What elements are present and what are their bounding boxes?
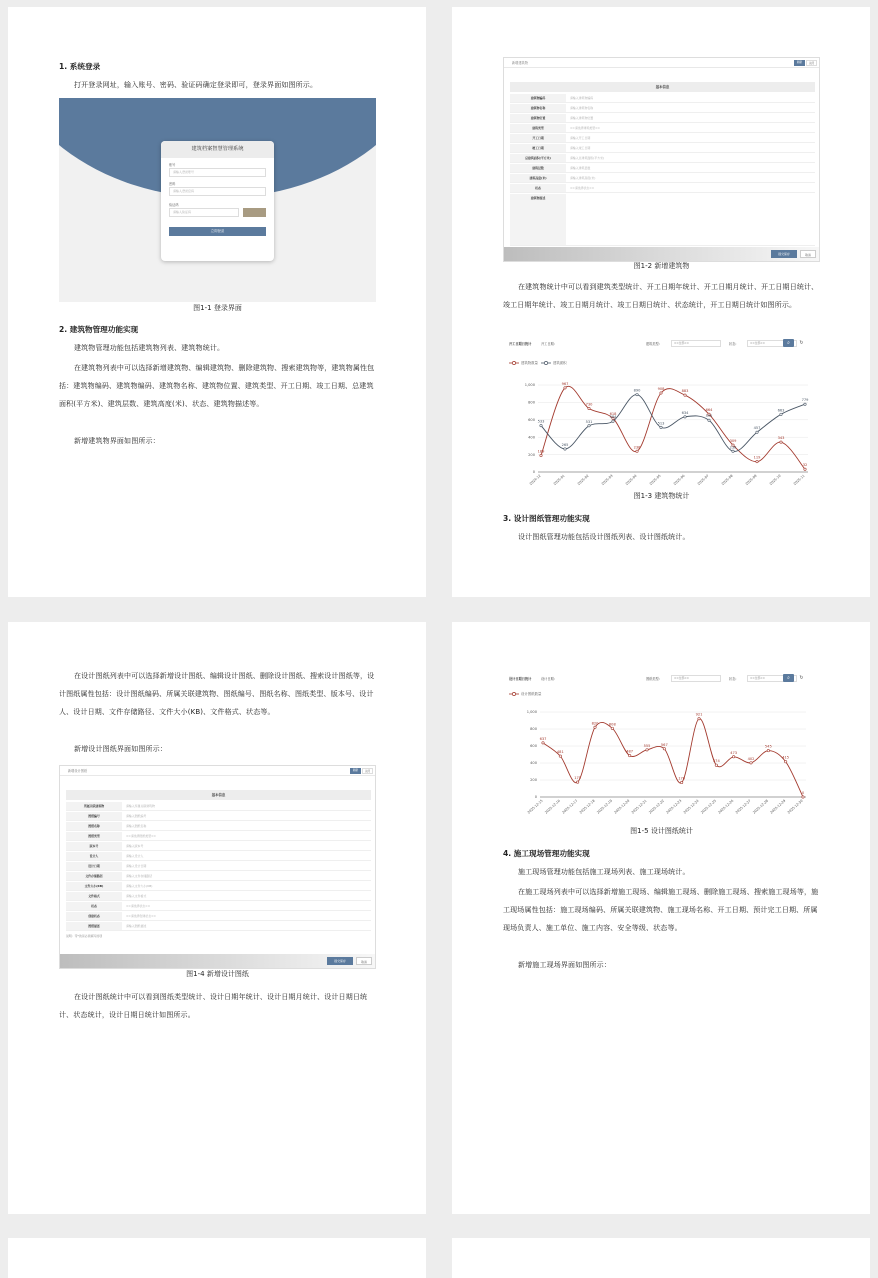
data-label: 883 [681, 389, 689, 394]
figure-caption: 图1-4 新增设计图纸 [186, 970, 249, 978]
x-tick-label: 2025-02 [576, 473, 590, 486]
data-point [542, 742, 544, 744]
data-point [756, 460, 758, 462]
legend-marker [512, 361, 515, 364]
x-tick-label: 2025-01 [552, 473, 566, 486]
form-field-input[interactable]: 请输入所属关联建筑物 [126, 804, 155, 808]
figure-caption: 图1-3 建筑物统计 [633, 492, 690, 500]
y-tick-label: 1,000 [526, 710, 537, 715]
data-label: 238 [633, 445, 641, 450]
form-row [66, 872, 371, 881]
form-field-input[interactable]: 请输入图纸描述 [126, 924, 147, 928]
data-label: 170 [678, 776, 686, 781]
form-field-label: 创建状态 [66, 912, 122, 920]
x-tick-label: 2025-09 [744, 473, 758, 486]
data-label: 779 [801, 398, 809, 403]
data-label: 664 [705, 408, 713, 413]
data-label: 618 [609, 412, 617, 417]
data-point [660, 392, 662, 394]
form-field-input[interactable]: 请输入建筑层数 [570, 166, 591, 170]
form-field-label: 建筑物位置 [510, 114, 566, 122]
data-label: 513 [657, 421, 665, 426]
data-point [559, 755, 561, 757]
account-label: 账号 [169, 163, 176, 167]
data-label: 32 [802, 463, 808, 468]
paragraph: 新增建筑物界面如图所示： [74, 437, 160, 445]
form-field-input[interactable]: 请输入设计人 [126, 854, 144, 858]
refresh-icon[interactable]: ↻ [799, 340, 804, 346]
data-point [780, 441, 782, 443]
type-select[interactable]: ==全部== [671, 675, 721, 682]
form-field-input[interactable]: 请输入版本号 [126, 844, 144, 848]
form-field-label: 状态 [510, 184, 566, 192]
form-field-label: 竣工日期 [510, 144, 566, 152]
form-row [66, 892, 371, 901]
form-field-input[interactable]: 请输入图纸名称 [126, 824, 147, 828]
x-tick-label: 2025-04 [624, 473, 638, 486]
data-point [564, 448, 566, 450]
captcha-label: 验证码 [169, 203, 179, 207]
form-field-label: 开工日期 [510, 134, 566, 142]
x-tick-label: 2025-12-25 [700, 798, 718, 815]
series-line [541, 395, 805, 452]
form-field-input[interactable]: 请输入建筑物名称 [570, 106, 594, 110]
paragraph: 建筑物管理功能包括建筑物列表、建筑物统计。 [74, 344, 225, 352]
data-label: 555 [643, 743, 651, 748]
form-footer [60, 954, 375, 968]
data-point [698, 718, 700, 720]
data-label: 820 [591, 721, 599, 726]
data-point [750, 762, 752, 764]
data-label: 908 [657, 387, 665, 392]
form-field-label: 建筑层数 [510, 164, 566, 172]
x-tick-label: 2025-12-19 [596, 798, 614, 815]
form-field-label: 文件存储路径 [66, 872, 122, 880]
close-button[interactable]: 关闭 [806, 60, 817, 66]
x-tick-label: 2025-12-22 [648, 798, 666, 815]
type-select[interactable]: ==全部== [671, 340, 721, 347]
data-point [780, 413, 782, 415]
form-field-label: 设计日期 [66, 862, 122, 870]
legend-label: 设计图纸数量 [521, 692, 542, 697]
x-tick-label: 2025-12-21 [630, 798, 648, 815]
x-tick-label: 2025-07 [696, 473, 710, 486]
form-field-label: 建筑物描述 [510, 194, 566, 245]
data-point [802, 796, 804, 798]
data-label: 402 [747, 756, 755, 761]
data-label: 175 [574, 776, 582, 781]
document-page-1 [8, 7, 426, 597]
form-row [66, 832, 371, 841]
data-point [680, 781, 682, 783]
form-row [510, 184, 815, 193]
x-tick-label: 2025-12-23 [665, 798, 683, 815]
paragraph: 设计图纸管理功能包括设计图纸列表、设计图纸统计。 [518, 533, 690, 541]
data-point [767, 749, 769, 751]
x-tick-label: 2025-08 [720, 473, 734, 486]
x-tick-label: 2025-12-20 [613, 798, 631, 815]
data-point [564, 387, 566, 389]
y-tick-label: 600 [530, 744, 537, 749]
y-tick-label: 400 [528, 435, 535, 440]
form-row [510, 154, 815, 163]
submit-button[interactable]: 提交保存 [327, 957, 353, 965]
refresh-button[interactable]: 刷新 [350, 768, 361, 774]
chart-title: 设计日期日统计 [509, 677, 532, 681]
form-field-label: 图纸描述 [66, 922, 122, 930]
y-tick-label: 200 [528, 452, 535, 457]
form-field-input[interactable]: ==请选择状态== [126, 904, 151, 908]
close-button[interactable]: 关闭 [362, 768, 373, 774]
form-field-input[interactable]: 请输入建筑物编码 [570, 96, 594, 100]
x-tick-label: 2025-10 [768, 473, 782, 486]
form-field-label: 图纸名称 [66, 822, 122, 830]
cancel-button[interactable]: 取消 [800, 250, 816, 258]
data-label: 415 [782, 755, 790, 760]
x-tick-label: 2024-12 [528, 473, 542, 486]
figure-caption: 图1-1 登录界面 [193, 304, 242, 312]
y-tick-label: 0 [532, 470, 535, 475]
legend-label: 建筑物数量 [521, 361, 538, 366]
chart-title: 开工日期日统计 [509, 342, 532, 346]
figure-caption: 图1-2 新增建筑物 [633, 262, 690, 270]
form-note: 说明：带*的是必须填写的项 [66, 934, 103, 938]
heading-drawing-management: 3. 设计图纸管理功能实现 [503, 514, 590, 523]
form-field-label: 文件大小(KB) [66, 882, 122, 890]
data-label: 473 [730, 750, 738, 755]
form-footer [504, 247, 819, 261]
data-label: 238 [729, 445, 737, 450]
form-row [510, 124, 815, 133]
data-point [540, 424, 542, 426]
form-field-label: 建筑物名称 [510, 104, 566, 112]
document-page-4 [452, 622, 870, 1214]
paragraph: 在施工现场列表中可以选择新增施工现场、编辑施工现场、删除施工现场、搜索施工现场等，施工现场属性包括：施工现场编码、所属关联建筑物、施工现场名称、开工日期、预计完工日期、所属现场负责人、施工单位、施工内容、安全等级、状态等。 [503, 888, 819, 932]
data-label: 567 [660, 742, 668, 747]
form-row [510, 114, 815, 123]
data-point [588, 425, 590, 427]
form-row [66, 822, 371, 831]
x-tick-label: 2025-12-16 [544, 798, 562, 815]
x-tick-label: 2025-12-27 [734, 798, 752, 815]
form-field-input[interactable]: 请输入总建筑面积(平方米) [570, 156, 605, 160]
x-tick-label: 2025-11 [792, 473, 806, 486]
y-tick-label: 0 [534, 795, 537, 800]
form-field-input[interactable]: 请输入文件存储路径 [126, 874, 153, 878]
form-field-input[interactable]: 请输入文件大小(KB) [126, 884, 153, 888]
form-tab-title: 新增设计图纸 [68, 769, 88, 773]
form-field-input[interactable]: 请输入设计日期 [126, 864, 147, 868]
form-tab-bar [60, 766, 375, 776]
line-chart-svg [503, 672, 821, 827]
data-point [756, 431, 758, 433]
form-row [510, 164, 815, 173]
data-label: 374 [712, 759, 720, 764]
paragraph: 新增设计图纸界面如图所示： [74, 745, 167, 753]
data-point [628, 754, 630, 756]
data-point [732, 450, 734, 452]
x-tick-label: 2025-12-26 [717, 798, 735, 815]
password-label: 密码 [169, 182, 176, 186]
form-tab-title: 新增建筑物 [512, 61, 528, 65]
data-label: 487 [626, 749, 634, 754]
form-field-label: 文件格式 [66, 892, 122, 900]
data-point [804, 403, 806, 405]
form-section-title: 基本信息 [66, 790, 371, 800]
data-point [612, 420, 614, 422]
form-field-input[interactable]: 请输入图纸编号 [126, 814, 147, 818]
heading-site-management: 4. 施工现场管理功能实现 [503, 849, 590, 858]
legend-marker [544, 361, 547, 364]
form-field-label: 建筑类型 [510, 124, 566, 132]
heading-building-management: 2. 建筑物管理功能实现 [59, 325, 139, 334]
form-row [510, 174, 815, 183]
form-row [66, 912, 371, 921]
data-label: 343 [777, 436, 785, 441]
paragraph: 在建筑物列表中可以选择新增建筑物、编辑建筑物、删除建筑物、搜索建筑物等，建筑物属性包括：建筑物编码、建筑物编码、建筑物名称、建筑物位置、建筑类型、开工日期、竣工日期、总建筑面积(平方米)、建筑层数、建筑高度(米)、状态、建筑物描述等。 [59, 364, 375, 408]
document-page-3 [8, 622, 426, 1214]
data-point [646, 749, 648, 751]
x-tick-label: 2025-12-17 [561, 798, 579, 815]
x-tick-label: 2025-12-24 [682, 798, 700, 815]
y-tick-label: 800 [530, 727, 537, 732]
form-tab-bar [504, 58, 819, 68]
form-row [66, 802, 371, 811]
form-field-label: 建筑高度(米) [510, 174, 566, 182]
legend-label: 建筑面积 [553, 361, 567, 366]
login-card [161, 141, 274, 261]
status-select[interactable]: ==全部== [747, 340, 797, 347]
y-tick-label: 1,000 [524, 383, 535, 388]
form-field-label: 状态 [66, 902, 122, 910]
form-field-input[interactable]: 请输入开工日期 [570, 136, 591, 140]
form-row [66, 902, 371, 911]
captcha-input[interactable]: 请输入验证码 [169, 208, 239, 217]
data-point [660, 426, 662, 428]
form-field-input[interactable]: 请输入竣工日期 [570, 146, 591, 150]
form-field-label: 图纸类型 [66, 832, 122, 840]
refresh-button[interactable]: 刷新 [794, 60, 805, 66]
form-row [510, 94, 815, 103]
data-point [663, 748, 665, 750]
data-point [684, 416, 686, 418]
form-field-input[interactable]: ==请选择状态== [570, 186, 595, 190]
paragraph: 新增施工现场界面如图所示： [518, 961, 611, 969]
form-section-title: 基本信息 [510, 82, 815, 92]
form-row [66, 842, 371, 851]
data-label: 808 [608, 722, 616, 727]
document-page-2 [452, 7, 870, 597]
x-tick-label: 2025-12-15 [526, 798, 544, 815]
data-label: 634 [681, 410, 689, 415]
form-field-input[interactable]: 请输入建筑物位置 [570, 116, 594, 120]
line-chart-svg [503, 337, 821, 497]
password-input[interactable]: 请输入登录密码 [169, 187, 266, 196]
paragraph: 打开登录网址，输入账号、密码、验证码确定登录即可，登录界面如图所示。 [74, 81, 318, 89]
drawing-stats-chart [503, 672, 821, 827]
data-label: 309 [729, 439, 737, 444]
filter-label: 设计日期: [541, 677, 555, 681]
search-icon[interactable]: ⌕ [783, 674, 794, 682]
paragraph: 施工现场管理功能包括施工现场列表、施工现场统计。 [518, 868, 690, 876]
data-label: 265 [561, 442, 569, 447]
refresh-icon[interactable]: ↻ [799, 675, 804, 681]
form-field-label: 总建筑面积(平方米) [510, 154, 566, 162]
form-field-label: 设计人 [66, 852, 122, 860]
data-point [715, 764, 717, 766]
login-title: 建筑档案智慧管理系统 [161, 141, 274, 158]
form-row [66, 922, 371, 931]
data-label: 481 [556, 750, 564, 755]
add-building-form-screenshot [503, 57, 820, 262]
y-tick-label: 600 [528, 418, 535, 422]
series-line [543, 719, 803, 797]
data-label: 531 [585, 419, 593, 424]
form-row [66, 812, 371, 821]
data-label: 637 [539, 736, 547, 741]
form-field-label: 图纸编号 [66, 812, 122, 820]
document-page-5 [8, 1238, 426, 1278]
filter-label: 图纸类型: [646, 677, 660, 681]
search-icon[interactable]: ⌕ [783, 339, 794, 347]
y-tick-label: 200 [530, 778, 537, 783]
data-label: 730 [585, 402, 593, 407]
form-field-input[interactable]: 请输入文件格式 [126, 894, 147, 898]
document-page-6 [452, 1238, 870, 1278]
cancel-button[interactable]: 取消 [356, 957, 372, 965]
data-label: 890 [633, 388, 641, 393]
data-label: 584 [609, 415, 617, 420]
x-tick-label: 2025-12-18 [578, 798, 596, 815]
x-tick-label: 2025-03 [600, 473, 614, 486]
filter-label: 状态: [729, 342, 737, 346]
account-input[interactable]: 请输入登录账号 [169, 168, 266, 177]
form-row [66, 852, 371, 861]
figure-caption: 图1-5 设计图纸统计 [630, 827, 693, 835]
form-row [510, 134, 815, 143]
y-tick-label: 400 [530, 761, 537, 766]
x-tick-label: 2025-12-28 [752, 798, 770, 815]
data-label: 119 [753, 455, 761, 460]
paragraph: 在建筑物统计中可以看到建筑类型统计、开工日期年统计、开工日期月统计、开工日期日统计、竣工日期年统计、竣工日期月统计、竣工日期日统计、状态统计，开工日期日统计如图所示。 [503, 283, 819, 309]
data-label: 0 [801, 791, 805, 795]
data-label: 189 [537, 449, 545, 454]
data-label: 533 [537, 419, 545, 424]
heading-system-login: 1. 系统登录 [59, 62, 101, 71]
login-button[interactable]: 立即登录 [169, 227, 266, 236]
form-field-label: 建筑物编码 [510, 94, 566, 102]
data-label: 967 [561, 381, 569, 386]
form-field-label: 版本号 [66, 842, 122, 850]
status-select[interactable]: ==全部== [747, 675, 797, 682]
form-field-input[interactable]: 请输入建筑高度(米) [570, 176, 596, 180]
paragraph: 在设计图纸统计中可以看到图纸类型统计、设计日期年统计、设计日期月统计、设计日期日统计、状态统计，设计日期日统计如图所示。 [59, 993, 368, 1019]
form-row [66, 882, 371, 891]
legend-marker [512, 692, 515, 695]
submit-button[interactable]: 提交保存 [771, 250, 797, 258]
x-tick-label: 2025-06 [672, 473, 686, 486]
data-label: 545 [764, 744, 772, 749]
form-field-input[interactable]: ==请选择建筑类型== [570, 126, 600, 130]
data-point [594, 726, 596, 728]
form-row [66, 862, 371, 871]
data-point [636, 450, 638, 452]
x-tick-label: 2025-05 [648, 473, 662, 486]
x-tick-label: 2025-12-30 [786, 798, 804, 815]
data-point [684, 394, 686, 396]
form-row [510, 144, 815, 153]
data-point [784, 761, 786, 763]
captcha-image[interactable] [243, 208, 266, 217]
data-point [708, 419, 710, 421]
filter-label: 建筑类型: [646, 342, 660, 346]
data-point [732, 756, 734, 758]
add-drawing-form-screenshot [59, 765, 376, 969]
form-field-input[interactable]: ==请选择创建状态== [126, 914, 156, 918]
paragraph: 在设计图纸列表中可以选择新增设计图纸、编辑设计图纸、删除设计图纸、搜索设计图纸等，设计图纸属性包括：设计图纸编码、所属关联建筑物、图纸编号、图纸名称、图纸类型、版本号、设计人、设计日期、文件存储路径、文件大小(KB)、文件格式、状态等。 [59, 672, 375, 716]
form-row [510, 194, 815, 246]
data-point [611, 727, 613, 729]
data-point [636, 393, 638, 395]
form-row [510, 104, 815, 113]
data-point [576, 781, 578, 783]
series-line [541, 386, 805, 469]
building-stats-chart [503, 337, 821, 497]
data-label: 457 [753, 426, 761, 431]
form-field-label: 所属关联建筑物 [66, 802, 122, 810]
filter-label: 开工日期: [541, 342, 555, 346]
data-point [588, 407, 590, 409]
data-point [804, 468, 806, 470]
form-field-input[interactable]: ==请选择图纸类型== [126, 834, 156, 838]
login-screenshot [59, 98, 376, 302]
data-point [540, 454, 542, 456]
data-label: 595 [705, 414, 713, 419]
filter-label: 状态: [729, 677, 737, 681]
x-tick-label: 2025-12-29 [769, 798, 787, 815]
data-label: 921 [695, 712, 703, 717]
data-label: 663 [777, 408, 785, 413]
y-tick-label: 800 [528, 400, 535, 405]
